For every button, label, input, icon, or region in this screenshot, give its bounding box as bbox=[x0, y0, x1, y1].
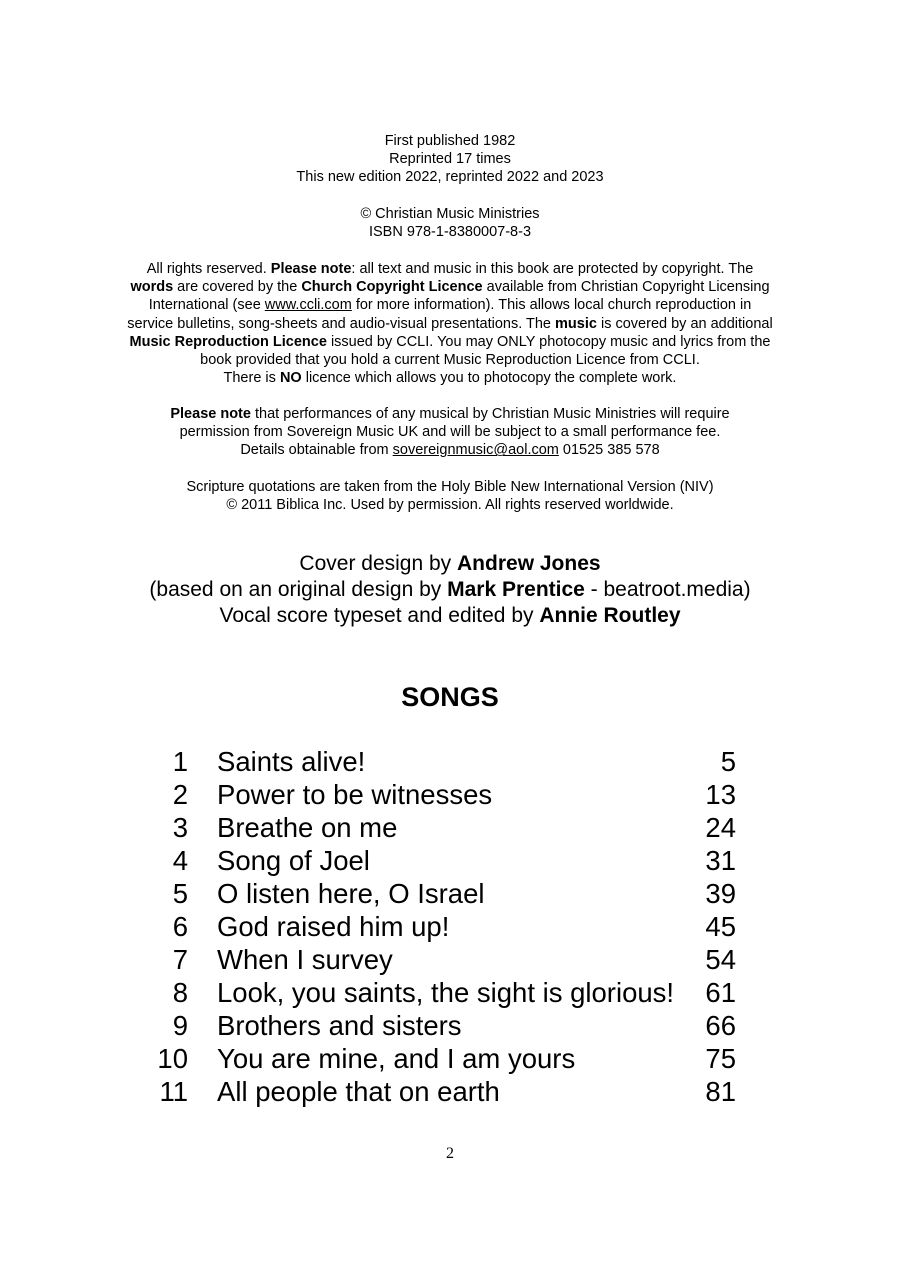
song-number: 2 bbox=[172, 779, 188, 810]
song-number: 5 bbox=[172, 878, 188, 909]
song-row bbox=[0, 778, 900, 811]
copyright-line: © Christian Music Ministries bbox=[360, 205, 540, 222]
song-row bbox=[0, 1009, 900, 1042]
first-published-line: First published 1982 bbox=[384, 133, 516, 149]
song-title: Brothers and sisters bbox=[217, 1010, 462, 1041]
rights-notice bbox=[0, 260, 900, 387]
publication-info bbox=[0, 132, 900, 241]
song-page-number: 75 bbox=[705, 1043, 736, 1074]
typeset-credit: Vocal score typeset and edited by Annie Routley bbox=[219, 604, 681, 627]
reprinted-line: Reprinted 17 times bbox=[389, 151, 511, 168]
song-number: 7 bbox=[172, 944, 188, 975]
performance-line-1: Please note that performances of any musical by Christian Music Ministries will require bbox=[170, 406, 730, 422]
song-row bbox=[0, 943, 900, 976]
design-credits bbox=[0, 551, 900, 629]
songs-heading: SONGS bbox=[401, 682, 499, 712]
scripture-notice bbox=[0, 478, 900, 514]
song-page-number: 66 bbox=[705, 1010, 736, 1041]
song-title: Look, you saints, the sight is glorious! bbox=[217, 977, 675, 1008]
email-link[interactable]: sovereignmusic@aol.com bbox=[392, 442, 559, 459]
cover-credit: Cover design by Andrew Jones bbox=[299, 552, 601, 575]
rights-line-7: There is NO licence which allows you to photocopy the complete work. bbox=[223, 370, 677, 387]
song-title: Saints alive! bbox=[217, 746, 366, 777]
song-number: 4 bbox=[172, 845, 188, 876]
song-title: When I survey bbox=[217, 944, 393, 975]
rights-line-1: All rights reserved. Please note: all text and music in this book are protected by copyright. The bbox=[146, 261, 754, 277]
song-title: You are mine, and I am yours bbox=[217, 1043, 576, 1074]
performance-notice bbox=[0, 405, 900, 460]
song-page-number: 13 bbox=[705, 779, 736, 810]
original-design-credit: (based on an original design by Mark Prentice - beatroot.media) bbox=[149, 578, 751, 601]
song-number: 9 bbox=[172, 1010, 188, 1041]
ccli-link[interactable]: www.ccli.com bbox=[264, 297, 352, 314]
rights-line-2: words are covered by the Church Copyright Licence available from Christian Copyright Licensing bbox=[130, 279, 770, 296]
scripture-line-2: © 2011 Biblica Inc. Used by permission. All rights reserved worldwide. bbox=[226, 497, 674, 514]
song-title: O listen here, O Israel bbox=[217, 878, 485, 909]
song-page-number: 31 bbox=[705, 845, 736, 876]
song-page-number: 45 bbox=[705, 911, 736, 942]
song-number: 11 bbox=[159, 1076, 188, 1107]
performance-line-3: Details obtainable from sovereignmusic@aol.com 01525 385 578 bbox=[240, 442, 660, 459]
song-title: Breathe on me bbox=[217, 812, 398, 843]
page-number: 2 bbox=[446, 1145, 454, 1162]
song-page-number: 81 bbox=[705, 1076, 736, 1107]
rights-line-3: International (see www.ccli.com for more information). This allows local church reproduction in bbox=[148, 297, 752, 314]
song-title: God raised him up! bbox=[217, 911, 450, 942]
song-row bbox=[0, 877, 900, 910]
song-number: 3 bbox=[172, 812, 188, 843]
song-row bbox=[0, 910, 900, 943]
song-number: 1 bbox=[172, 746, 188, 777]
scripture-line-1: Scripture quotations are taken from the Holy Bible New International Version (NIV) bbox=[186, 479, 714, 495]
song-row bbox=[0, 976, 900, 1009]
song-title: Song of Joel bbox=[217, 845, 370, 876]
song-title: Power to be witnesses bbox=[217, 779, 493, 810]
song-page-number: 5 bbox=[720, 746, 736, 777]
song-page-number: 61 bbox=[705, 977, 736, 1008]
rights-line-6: book provided that you hold a current Music Reproduction Licence from CCLI. bbox=[200, 352, 700, 369]
rights-line-5: Music Reproduction Licence issued by CCLI. You may ONLY photocopy music and lyrics from the bbox=[129, 333, 771, 350]
song-number: 6 bbox=[172, 911, 188, 942]
song-number: 8 bbox=[172, 977, 188, 1008]
song-page-number: 39 bbox=[705, 878, 736, 909]
isbn-line: ISBN 978-1-8380007-8-3 bbox=[368, 223, 532, 240]
edition-line: This new edition 2022, reprinted 2022 and 2023 bbox=[296, 169, 604, 186]
song-row bbox=[0, 844, 900, 877]
song-page-number: 54 bbox=[705, 944, 736, 975]
songs-list bbox=[0, 745, 900, 1108]
rights-line-4: service bulletins, song-sheets and audio-visual presentations. The music is covered by an additional bbox=[127, 315, 773, 332]
song-number: 10 bbox=[157, 1043, 188, 1074]
performance-line-2: permission from Sovereign Music UK and will be subject to a small performance fee. bbox=[179, 424, 721, 441]
song-row bbox=[0, 745, 900, 778]
song-page-number: 24 bbox=[705, 812, 736, 843]
song-title: All people that on earth bbox=[217, 1076, 500, 1107]
song-row bbox=[0, 1042, 900, 1075]
song-row bbox=[0, 1075, 900, 1108]
song-row bbox=[0, 811, 900, 844]
